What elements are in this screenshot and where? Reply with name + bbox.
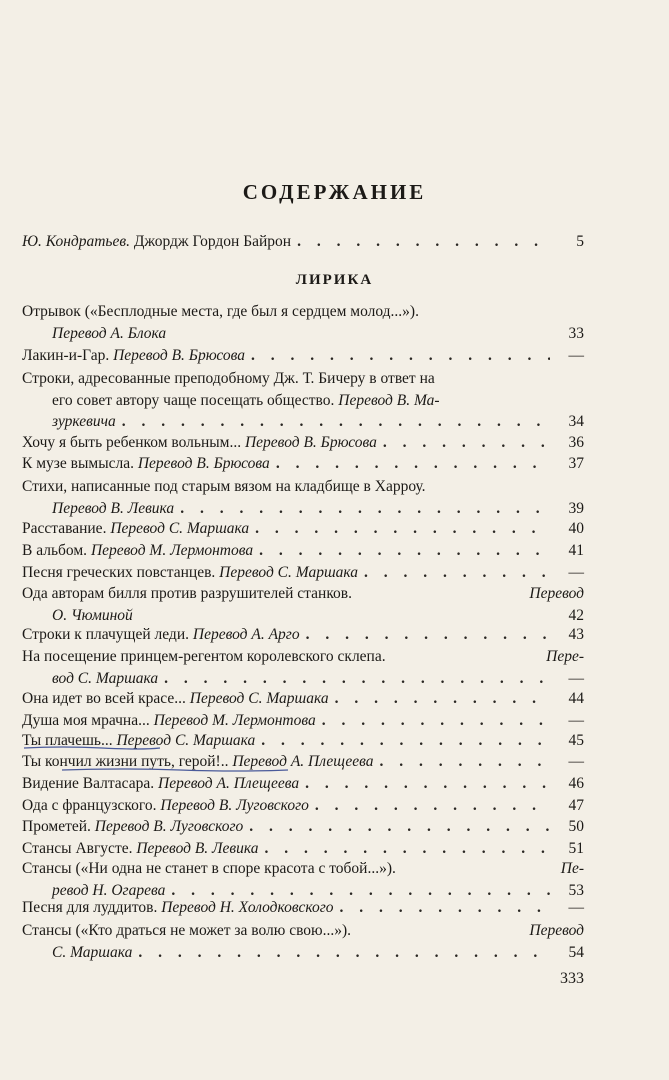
entry-translator: Перевод В. Ма- xyxy=(338,391,440,409)
toc-entry xyxy=(22,518,584,540)
entry-translator: Перевод М. Лермонтова xyxy=(90,542,254,559)
entry-page: 36 xyxy=(568,434,584,451)
pen-underline-mark xyxy=(22,746,162,750)
entry-page: 39 xyxy=(568,499,584,517)
entry-translator: Перевод С. Маршака xyxy=(189,690,329,707)
leader-dots xyxy=(180,498,550,520)
toc-entry xyxy=(22,432,584,454)
leader-dots xyxy=(164,668,550,690)
entry-title: Песня для луддитов. xyxy=(22,899,158,916)
entry-title: Песня греческих повстанцев. xyxy=(22,564,216,581)
leader-dots xyxy=(249,816,550,838)
entry-translator: Перевод А. Блока xyxy=(52,324,167,342)
toc-entry xyxy=(22,301,584,344)
leader-dots xyxy=(335,688,550,710)
intro-author: Ю. Кондратьев. xyxy=(22,233,130,250)
leader-dots xyxy=(315,795,550,817)
entry-page: 50 xyxy=(568,818,584,835)
entry-title: На посещение принцем-регентом королевского склепа. xyxy=(22,648,386,665)
toc-entry xyxy=(22,710,584,732)
entry-title: Ты плачешь... xyxy=(22,732,113,749)
entry-translator: Перевод В. Брюсова xyxy=(137,455,270,472)
entry-page: 43 xyxy=(568,626,584,643)
toc-entry xyxy=(22,688,584,710)
leader-dots xyxy=(122,411,550,433)
leader-dots xyxy=(251,345,550,367)
entry-page: 45 xyxy=(568,732,584,749)
entry-translator-cont: вод С. Маршака xyxy=(52,669,159,687)
entry-page: 40 xyxy=(568,520,584,537)
page-number: 333 xyxy=(560,970,584,987)
toc-entry xyxy=(22,920,584,963)
entry-translator: Перевод В. Луговского xyxy=(94,818,244,835)
toc-entry xyxy=(22,646,584,689)
leader-dots xyxy=(322,710,550,732)
entry-translator: Перевод Н. Холодковского xyxy=(161,899,334,916)
entry-page: 54 xyxy=(568,943,584,961)
entry-translator: Перевод В. Луговского xyxy=(160,797,309,814)
toc-entry xyxy=(22,816,584,838)
entry-title: Расставание. xyxy=(22,520,107,537)
entry-translator: Перевод В. Брюсова xyxy=(244,434,377,451)
entry-title: Стансы Августе. xyxy=(22,840,133,857)
toc-entry xyxy=(22,562,584,584)
toc-entry xyxy=(22,453,584,475)
leader-dots xyxy=(306,624,550,646)
entry-page: 47 xyxy=(568,797,584,814)
entry-translator: Перевод В. Левика xyxy=(52,499,175,517)
entry-title: Строки к плачущей леди. xyxy=(22,626,189,643)
entry-page: — xyxy=(568,347,584,364)
leader-dots xyxy=(305,773,550,795)
intro-title: Джордж Гордон Байрон xyxy=(133,233,292,250)
toc-entry xyxy=(22,540,584,562)
entry-translator-cont: ревод Н. Огарева xyxy=(52,881,166,899)
entry-page: 34 xyxy=(568,413,584,430)
entry-title: Лакин-и-Гар. xyxy=(22,347,110,364)
toc-entry xyxy=(22,624,584,646)
toc-entry xyxy=(22,476,584,519)
toc-entry xyxy=(22,368,584,433)
entry-translator: Перевод А. Плещеева xyxy=(158,775,300,792)
entry-title: Ода авторам билля против разрушителей станков. xyxy=(22,585,353,602)
entry-page: 41 xyxy=(568,542,584,559)
leader-dots xyxy=(138,942,550,964)
entry-title: Прометей. xyxy=(22,818,91,835)
entry-page: 33 xyxy=(568,324,584,342)
leader-dots xyxy=(364,562,550,584)
entry-translator-cont: О. Чюминой xyxy=(52,606,133,624)
toc-entry xyxy=(22,838,584,860)
entry-page: 53 xyxy=(568,881,584,899)
section-title: ЛИРИКА xyxy=(295,272,374,288)
leader-dots xyxy=(379,751,550,773)
entry-translator: Перевод А. Плещеева xyxy=(232,753,374,770)
entry-page: 46 xyxy=(568,775,584,792)
toc-entry xyxy=(22,897,584,919)
leader-dots xyxy=(261,730,550,752)
toc-entry xyxy=(22,583,584,626)
entry-translator: Пе- xyxy=(560,860,584,877)
entry-translator: Перевод В. Брюсова xyxy=(113,347,246,364)
toc-entry xyxy=(22,795,584,817)
entry-title: Душа моя мрачна... xyxy=(22,712,150,729)
entry-page: 42 xyxy=(568,606,584,624)
entry-translator: Перевод С. Маршака xyxy=(110,520,250,537)
page-title: СОДЕРЖАНИЕ xyxy=(242,180,427,204)
entry-page: 37 xyxy=(568,455,584,472)
leader-dots xyxy=(259,540,550,562)
intro-page: 5 xyxy=(576,233,584,250)
entry-title: Ты кончил жизни путь, герой!.. xyxy=(22,753,229,770)
entry-page: — xyxy=(568,564,584,581)
entry-translator: Перевод С. Маршака xyxy=(116,732,256,749)
entry-title: Отрывок («Бесплодные места, где был я сердцем молод...»). xyxy=(22,303,419,320)
entry-page: — xyxy=(568,669,584,687)
entry-page: 44 xyxy=(568,690,584,707)
entry-title: Строки, адресованные преподобному Дж. Т. Бичеру в ответ на xyxy=(22,370,435,387)
entry-title: Видение Валтасара. xyxy=(22,775,155,792)
entry-title: К музе вымысла. xyxy=(22,455,134,472)
entry-title: Она идет во всей красе... xyxy=(22,690,186,707)
entry-title: Хочу я быть ребенком вольным... xyxy=(22,434,242,451)
leader-dots xyxy=(340,897,550,919)
entry-title: Стансы («Кто драться не может за волю свою...»). xyxy=(22,922,352,939)
entry-title: Стансы («Ни одна не станет в споре красота с тобой...»). xyxy=(22,860,396,877)
entry-translator: Перевод xyxy=(529,585,584,602)
entry-page: — xyxy=(568,753,584,770)
entry-translator: Перевод xyxy=(529,922,584,939)
entry-translator: Перевод С. Маршака xyxy=(219,564,359,581)
entry-title-cont: его совет автору чаще посещать общество. xyxy=(52,391,335,409)
toc-entry xyxy=(22,773,584,795)
entry-translator-cont: зуркевича xyxy=(52,413,116,430)
entry-page: — xyxy=(568,712,584,729)
entry-title: В альбом. xyxy=(22,542,88,559)
entry-translator: Пере- xyxy=(546,648,584,665)
toc-entry xyxy=(22,858,584,901)
entry-page: — xyxy=(568,899,584,916)
entry-page: 51 xyxy=(568,840,584,857)
leader-dots xyxy=(383,432,550,454)
entry-translator: Перевод А. Арго xyxy=(192,626,300,643)
entry-title: Ода с французского. xyxy=(22,797,157,814)
entry-translator: Перевод М. Лермонтова xyxy=(153,712,316,729)
entry-title: Стихи, написанные под старым вязом на кладбище в Харроу. xyxy=(22,478,426,495)
leader-dots xyxy=(265,838,550,860)
leader-dots xyxy=(255,518,550,540)
toc-entries xyxy=(22,0,584,1080)
pen-underline-mark xyxy=(60,768,290,772)
toc-entry xyxy=(22,345,584,367)
entry-translator: Перевод В. Левика xyxy=(136,840,259,857)
leader-dots xyxy=(276,453,550,475)
entry-translator-cont: С. Маршака xyxy=(52,943,133,961)
